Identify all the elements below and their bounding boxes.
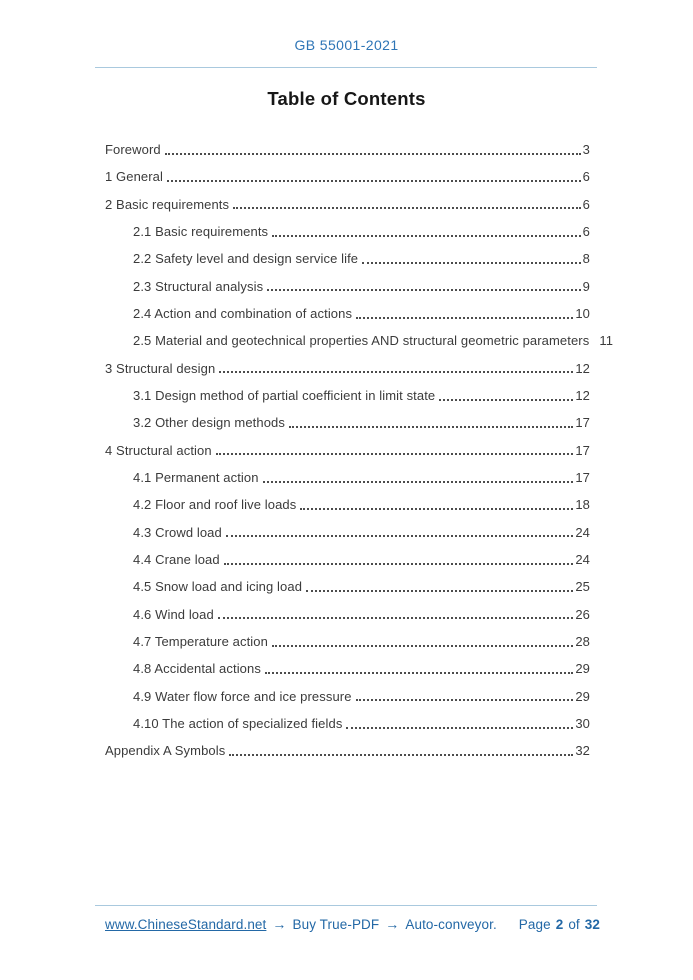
toc-page-number: 12 [575, 360, 590, 376]
toc-entry-title: 2.4 Action and combination of actions [133, 306, 353, 322]
toc-dot-leader [226, 535, 573, 537]
toc-entry-title: 4.10 The action of specialized fields [133, 716, 343, 732]
footer-rule [95, 905, 597, 906]
toc-entry [105, 573, 590, 600]
table-of-contents [105, 136, 614, 765]
toc-dot-leader [167, 180, 581, 182]
toc-dot-leader [165, 153, 581, 155]
toc-entry-title: Appendix A Symbols [105, 743, 226, 759]
toc-entry [105, 409, 590, 436]
toc-page-number: 10 [575, 306, 590, 322]
right-arrow-icon: → [272, 916, 287, 932]
toc-page-number: 32 [575, 743, 590, 759]
toc-entry [105, 601, 590, 628]
toc-page-number: 6 [582, 196, 590, 212]
toc-page-number: 24 [575, 524, 590, 540]
toc-dot-leader [289, 426, 573, 428]
toc-entry [105, 464, 590, 491]
toc-page-number: 9 [582, 278, 590, 294]
toc-entry-title: 2.3 Structural analysis [133, 278, 264, 294]
toc-dot-leader [272, 645, 573, 647]
toc-entry-title: 4.1 Permanent action [133, 470, 259, 486]
toc-page-number: 8 [582, 251, 590, 267]
toc-entry-title: 4.2 Floor and roof live loads [133, 497, 297, 513]
toc-entry-title: 4.7 Temperature action [133, 634, 268, 650]
toc-entry-title: 3.2 Other design methods [133, 415, 285, 431]
toc-entry [105, 737, 590, 764]
toc-dot-leader [300, 508, 573, 510]
toc-page-number: 17 [575, 442, 590, 458]
toc-dot-leader [233, 207, 581, 209]
right-arrow-icon: → [385, 916, 400, 932]
toc-page-number: 17 [575, 415, 590, 431]
toc-entry [105, 327, 614, 354]
toc-entry [105, 163, 590, 190]
footer-left [105, 916, 497, 932]
doc-number: GB 55001-2021 [294, 37, 399, 53]
toc-dot-leader [272, 235, 581, 237]
toc-entry-title: 4.4 Crane load [133, 552, 220, 568]
toc-entry [105, 683, 590, 710]
toc-dot-leader [346, 727, 573, 729]
toc-entry-title: 4.3 Crowd load [133, 524, 222, 540]
toc-entry [105, 355, 590, 382]
toc-entry-title: 4.6 Wind load [133, 606, 214, 622]
page-title: Table of Contents [267, 88, 426, 109]
footer-action-auto-conveyor: Auto-conveyor. [405, 917, 497, 932]
toc-entry [105, 710, 590, 737]
toc-dot-leader [265, 672, 573, 674]
toc-entry [105, 136, 590, 163]
toc-page-number: 17 [575, 470, 590, 486]
toc-entry [105, 491, 590, 518]
toc-page-number: 24 [575, 552, 590, 568]
toc-entry-title: 3.1 Design method of partial coefficient in limit state [133, 388, 436, 404]
toc-dot-leader [356, 317, 573, 319]
footer [105, 916, 600, 932]
toc-dot-leader [362, 262, 581, 264]
toc-entry [105, 546, 590, 573]
total-page-number: 32 [584, 917, 600, 932]
toc-dot-leader [267, 289, 580, 291]
toc-page-number: 25 [575, 579, 590, 595]
footer-action-buy-pdf: Buy True-PDF [292, 917, 380, 932]
toc-page-number: 29 [575, 661, 590, 677]
toc-entry [105, 628, 590, 655]
toc-entry [105, 655, 590, 682]
toc-dot-leader [229, 754, 573, 756]
toc-page-number: 30 [575, 716, 590, 732]
toc-page-number: 6 [582, 169, 590, 185]
page-label: Page [518, 917, 551, 932]
toc-entry-title: 1 General [105, 169, 163, 185]
footer-website-link[interactable]: www.ChineseStandard.net [105, 917, 267, 932]
toc-entry [105, 300, 590, 327]
toc-entry [105, 191, 590, 218]
toc-entry-title: 2.1 Basic requirements [133, 224, 269, 240]
toc-entry-title: 2.5 Material and geotechnical properties AND structural geometric parameters [133, 333, 590, 349]
toc-dot-leader [219, 371, 573, 373]
toc-page-number: 12 [575, 388, 590, 404]
toc-dot-leader [356, 699, 574, 701]
page-indicator [519, 917, 600, 932]
toc-entry [105, 519, 590, 546]
toc-entry [105, 273, 590, 300]
toc-entry-title: Foreword [105, 142, 161, 158]
toc-dot-leader [218, 617, 574, 619]
toc-entry-title: 2.2 Safety level and design service life [133, 251, 359, 267]
toc-entry [105, 437, 590, 464]
toc-dot-leader [263, 481, 574, 483]
toc-page-number: 29 [575, 688, 590, 704]
toc-entry-title: 4 Structural action [105, 442, 212, 458]
toc-entry-title: 4.9 Water flow force and ice pressure [133, 688, 352, 704]
toc-page-number: 3 [582, 142, 590, 158]
toc-page-number: 6 [582, 224, 590, 240]
of-label: of [568, 917, 580, 932]
toc-entry-title: 3 Structural design [105, 360, 216, 376]
toc-dot-leader [306, 590, 573, 592]
toc-page-number: 11 [599, 333, 614, 349]
toc-entry-title: 2 Basic requirements [105, 196, 230, 212]
toc-entry-title: 4.8 Accidental actions [133, 661, 261, 677]
toc-dot-leader [216, 453, 574, 455]
toc-entry-title: 4.5 Snow load and icing load [133, 579, 303, 595]
toc-page-number: 28 [575, 634, 590, 650]
current-page-number: 2 [555, 917, 564, 932]
toc-entry [105, 382, 590, 409]
header-rule [95, 67, 597, 68]
toc-entry [105, 245, 590, 272]
toc-page-number: 26 [575, 606, 590, 622]
toc-dot-leader [439, 399, 573, 401]
toc-entry [105, 218, 590, 245]
toc-dot-leader [224, 563, 574, 565]
toc-page-number: 18 [575, 497, 590, 513]
